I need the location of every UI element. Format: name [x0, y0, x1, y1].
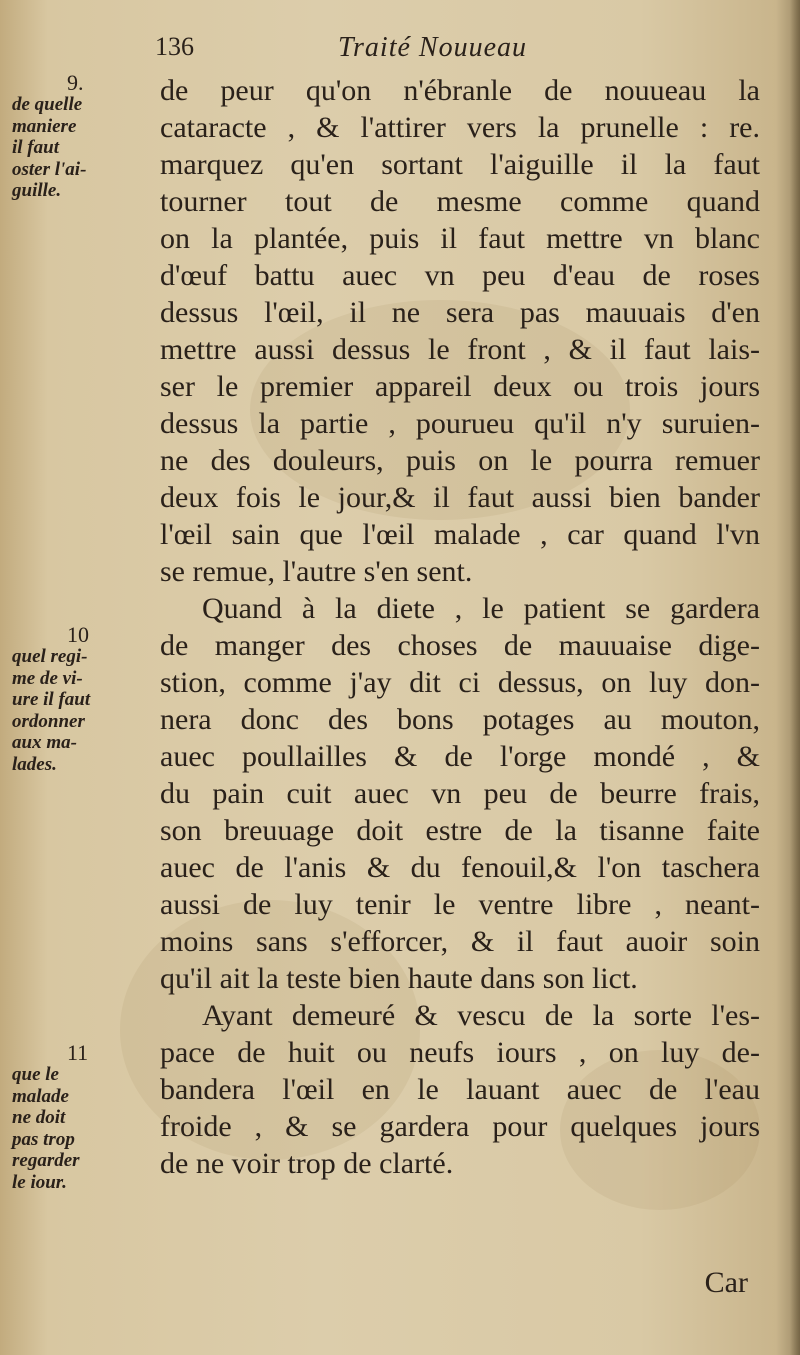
text-line: marquez qu'en sortant l'aiguille il la faut — [160, 148, 760, 181]
text-line: cataracte , & l'attirer vers la prunelle : re. — [160, 111, 760, 144]
paragraph-start-line: Ayant demeuré & vescu de la sorte l'es- — [202, 999, 760, 1032]
catchword: Car — [704, 1266, 748, 1299]
text-line: on la plantée, puis il faut mettre vn blanc — [160, 222, 760, 255]
text-line: auec de l'anis & du fenouil,& l'on taschera — [160, 851, 760, 884]
margin-note-line: ure il faut — [12, 689, 91, 710]
text-line: qu'il ait la teste bien haute dans son lict. — [160, 962, 638, 995]
text-line: mettre aussi dessus le front , & il faut lais- — [160, 333, 760, 366]
margin-note-line: il faut — [12, 137, 59, 158]
margin-note-line: malade — [12, 1085, 69, 1107]
text-line: l'œil sain que l'œil malade , car quand l'vn — [160, 518, 760, 551]
margin-note-line: lades. — [12, 753, 57, 775]
text-line: aussi de luy tenir le ventre libre , neant- — [160, 888, 760, 921]
margin-note-line: guille. — [12, 180, 62, 201]
text-line: de manger des choses de mauuaise dige- — [160, 629, 760, 662]
text-line: pace de huit ou neufs iours , on luy de- — [160, 1036, 760, 1069]
text-line: stion, comme j'ay dit ci dessus, on luy don- — [160, 666, 760, 699]
margin-note-line: de quelle — [12, 94, 83, 115]
margin-note-line: pas trop — [12, 1128, 75, 1150]
margin-note-line: maniere — [12, 115, 77, 137]
margin-note-line: me de vi- — [12, 667, 83, 689]
margin-note-number: 11 — [67, 1040, 89, 1065]
margin-note-number: 10 — [67, 622, 89, 647]
text-line: de ne voir trop de clarté. — [160, 1147, 454, 1180]
margin-note-line: le iour. — [12, 1171, 67, 1193]
margin-note-line: ordonner — [12, 710, 85, 732]
text-line: ne des douleurs, puis on le pourra remuer — [160, 444, 760, 477]
page-edge-shadow — [790, 0, 800, 1355]
text-line: dessus la partie , pourueu qu'il n'y suruien- — [160, 407, 760, 440]
margin-note-10 — [12, 624, 90, 775]
text-line: tourner tout de mesme comme quand — [160, 185, 760, 218]
text-line: du pain cuit auec vn peu de beurre frais, — [160, 777, 760, 810]
text-line: se remue, l'autre s'en sent. — [160, 555, 473, 588]
running-title: Traité Nouueau — [338, 32, 528, 63]
text-line: ser le premier appareil deux ou trois jours — [160, 370, 760, 403]
margin-note-line: regarder — [12, 1150, 80, 1171]
paragraph-start-line: Quand à la diete , le patient se gardera — [202, 592, 760, 625]
margin-note-11 — [12, 1042, 88, 1193]
page-number: 136 — [155, 32, 194, 61]
text-line: dessus l'œil, il ne sera pas mauuais d'en — [160, 296, 760, 329]
text-line: d'œuf battu auec vn peu d'eau de roses — [160, 259, 760, 292]
margin-note-line: quel regi- — [12, 646, 88, 667]
text-line: son breuuage doit estre de la tisanne faite — [160, 814, 760, 847]
page-header — [155, 32, 755, 72]
text-line: froide , & se gardera pour quelques jours — [160, 1110, 760, 1143]
main-text — [160, 72, 760, 1182]
text-line: deux fois le jour,& il faut aussi bien bander — [160, 481, 760, 514]
text-line: de peur qu'on n'ébranle de nouueau la — [160, 74, 760, 107]
margin-note-line: aux ma- — [12, 732, 77, 753]
margin-note-line: oster l'ai- — [12, 158, 87, 180]
text-line: nera donc des bons potages au mouton, — [160, 703, 760, 736]
text-line: auec poullailles & de l'orge mondé , & — [160, 740, 760, 773]
text-line: bandera l'œil en le lauant auec de l'eau — [160, 1073, 760, 1106]
margin-note-line: ne doit — [12, 1107, 66, 1128]
text-line: moins sans s'efforcer, & il faut auoir soin — [160, 925, 760, 958]
margin-note-number: 9. — [67, 70, 84, 95]
margin-note-9 — [12, 72, 86, 202]
margin-note-line: que le — [12, 1064, 59, 1085]
